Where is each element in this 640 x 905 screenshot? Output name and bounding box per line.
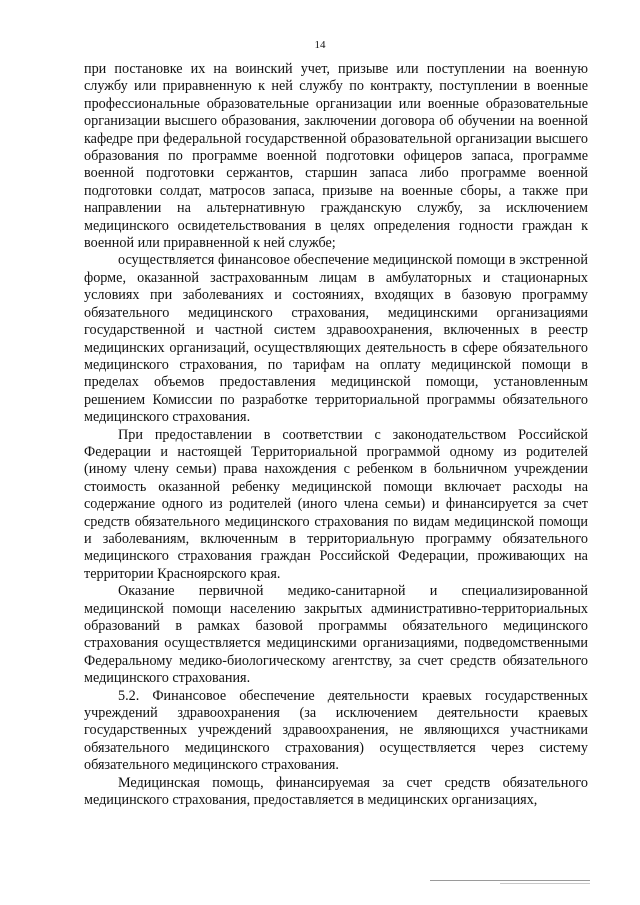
page-number: 14 xyxy=(314,39,326,51)
paragraph-section-5-2: 5.2. Финансовое обеспечение деятельности краевых государственных учреждений здравоохранения (за исключением деятельности краевых государственных учреждений здравоохранения, не являющихся участниками обязательного медицинского страхования) осуществляется через систему обязательного медицинского страхования. xyxy=(84,687,588,774)
paragraph-continuation: при постановке их на воинский учет, призыве или поступлении на военную службу или приравненную к ней службу по контракту, поступлении в военные профессиональные образовательные организации или военные образовательные организации высшего образования, заключении договора об обучении на военной кафедре при федеральной государственной образовательной организации высшего образования по программе военной подготовки офицеров запаса, программе военной подготовки сержантов, старшин запаса либо программе военной подготовки солдат, матросов запаса, призыве на военные сборы, а также при направлении на альтернативную гражданскую службу, за исключением медицинского освидетельствования в целях определения годности граждан к военной или приравненной к ней службе; xyxy=(84,61,588,252)
paragraph-emergency-care: осуществляется финансовое обеспечение медицинской помощи в экстренной форме, оказанной застрахованным лицам в амбулаторных и стационарных условиях при заболеваниях и состояниях, входящих в базовую программу обязательного медицинского страхования, медицинскими организациями государственной и частной систем здравоохранения, включенных в реестр медицинских организаций, осуществляющих деятельность в сфере обязательного медицинского страхования, по тарифам на оплату медицинской помощи в пределах объемов предоставления медицинской помощи, установленным решением Комиссии по разработке территориальной программы обязательного медицинского страхования. xyxy=(84,252,588,426)
paragraph-closed-territories: Оказание первичной медико-санитарной и специализированной медицинской помощи населению закрытых административно-территориальных образований в рамках базовой программы обязательного медицинского страхования осуществляется медицинскими организациями, подведомственными Федеральному медико-биологическому агентству, за счет средств обязательного медицинского страхования. xyxy=(84,583,588,687)
paragraph-parent-stay: При предоставлении в соответствии с законодательством Российской Федерации и настоящей Территориальной программой одному из родителей (иному члену семьи) права нахождения с ребенком в больничном учреждении стоимость оказанной ребенку медицинской помощи включает расходы на содержание одного из родителей (иного члена семьи) и финансируется за счет средств обязательного медицинского страхования по видам медицинской помощи и заболеваниям, включенным в территориальную программу обязательного медицинского страхования граждан Российской Федерации, проживающих на территории Красноярского края. xyxy=(84,426,588,582)
footer-divider xyxy=(430,880,590,881)
footer-divider-secondary xyxy=(500,883,590,884)
paragraph-funded-care: Медицинская помощь, финансируемая за счет средств обязательного медицинского страхования, предоставляется в медицинских организациях, xyxy=(84,774,588,809)
document-body xyxy=(84,61,588,809)
